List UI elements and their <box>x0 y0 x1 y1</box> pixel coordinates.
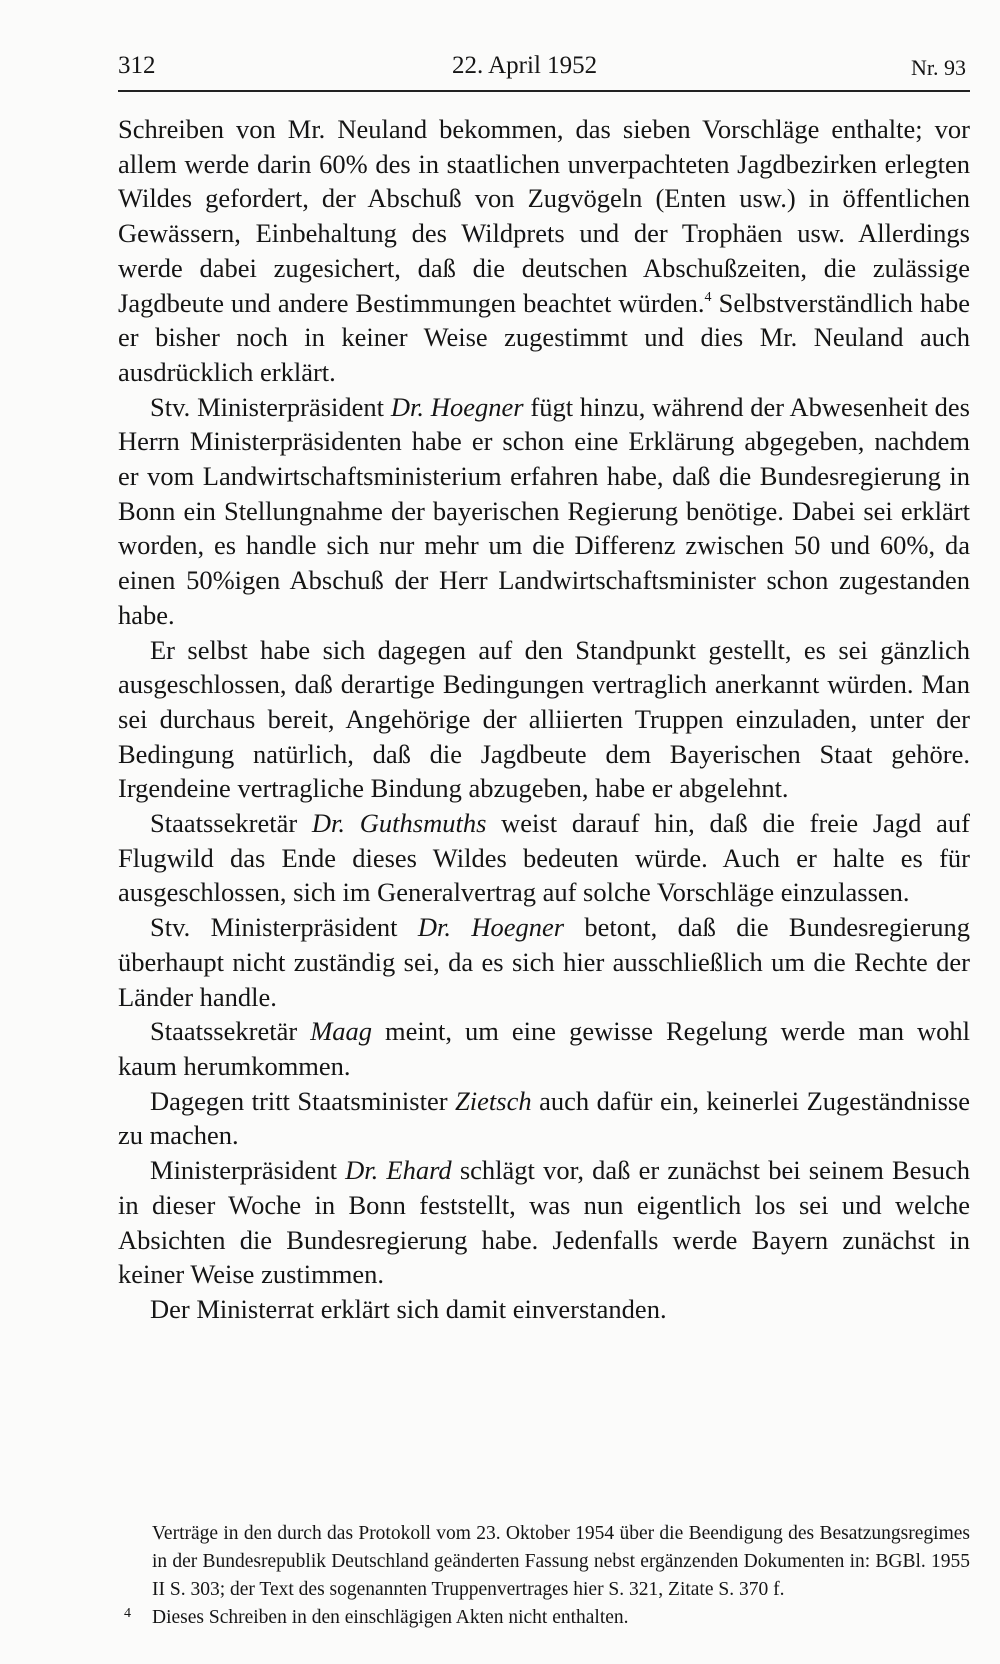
paragraph <box>118 806 970 910</box>
paragraph <box>118 910 970 1014</box>
footnote-text: Dieses Schreiben in den einschlägigen Akten nicht enthalten. <box>152 1607 629 1628</box>
paragraph-text: fügt hinzu, während der Abwesenheit des Herrn Ministerpräsidenten habe er schon eine Erklärung abgegeben, nachdem er vom Landwirtschaftsministerium erfahren habe, daß die Bundesregierung in Bonn ein Stellungnahme der bayerischen Regierung benötige. Dabei sei erklärt worden, es handle sich nur mehr um die Differenz zwischen 50 und 60%, da einen 50%igen Abschuß der Herr Landwirtschaftsminister schon zugestanden habe. <box>118 391 970 630</box>
paragraph-text: Staatssekretär <box>150 808 312 839</box>
speaker-name: Maag <box>310 1016 373 1047</box>
page-number: 312 <box>118 52 156 79</box>
page-header <box>118 46 970 92</box>
paragraph-text: Schreiben von Mr. Neuland bekommen, das sieben Vorschläge enthalte; vor allem werde darin 60% des in staatlichen unverpachteten Jagdbezirken erlegten Wildes gefordert, der Abschuß von Zugvögeln (Enten usw.) in öffentlichen Gewässern, Einbehaltung des Wildprets und der Trophäen usw. Allerdings werde dabei zugesichert, daß die deutschen Abschußzeiten, die zulässige Jagdbeute und andere Bestimmungen beachtet würden. <box>118 114 970 318</box>
document-number: Nr. 93 <box>911 55 966 80</box>
speaker-name: Zietsch <box>455 1085 532 1116</box>
paragraph-text: betont, daß die Bundesregierung überhaupt nicht zuständig sei, da es sich hier ausschließlich um die Rechte der Länder handle. <box>118 912 970 1012</box>
paragraph-text: schlägt vor, daß er zunächst bei seinem Besuch in dieser Woche in Bonn feststellt, was nun eigentlich los sei und welche Absichten die Bundesregierung habe. Jedenfalls werde Bayern zunächst in keiner Weise zustimmen. <box>118 1155 970 1290</box>
speaker-name: Dr. Hoegner <box>390 391 524 422</box>
main-text <box>118 112 970 1327</box>
speaker-name: Dr. Ehard <box>345 1155 452 1186</box>
footnotes <box>118 1520 970 1632</box>
paragraph <box>118 1153 970 1292</box>
paragraph-text: Stv. Ministerpräsident <box>150 391 391 422</box>
paragraph <box>118 112 970 390</box>
footnote <box>124 1604 970 1632</box>
paragraph <box>118 1014 970 1083</box>
footnote-reference: 4 <box>704 289 712 305</box>
footnote-number: 4 <box>124 1606 131 1621</box>
speaker-name: Dr. Guthsmuths <box>311 808 487 839</box>
paragraph-text: auch dafür ein, keinerlei Zugeständnisse zu machen. <box>118 1085 970 1151</box>
paragraph-text: Stv. Ministerpräsident <box>150 912 418 943</box>
footnote-continuation: Verträge in den durch das Protokoll vom 23. Oktober 1954 über die Beendigung des Besatzungsregimes in der Bundesrepublik Deutschland geänderten Fassung nebst ergänzenden Dokumenten in: BGBl. 1955 II S. 303; der Text des sogenannten Truppenvertrages hier S. 321, Zitate S. 370 f. <box>152 1523 970 1600</box>
paragraph <box>118 1084 970 1153</box>
paragraph-text: Staatssekretär <box>150 1016 311 1047</box>
paragraph-text: Selbstverständlich habe er bisher noch in keiner Weise zugestimmt und dies Mr. Neuland auch ausdrücklich erklärt. <box>118 287 971 387</box>
paragraph-text: meint, um eine gewisse Regelung werde man wohl kaum herumkommen. <box>118 1016 970 1081</box>
paragraph-text: Dagegen tritt Staatsminister <box>150 1085 456 1116</box>
speaker-name: Dr. Hoegner <box>417 912 565 943</box>
paragraph-text: Ministerpräsident <box>150 1155 346 1186</box>
paragraph <box>118 390 970 633</box>
paragraph: Er selbst habe sich dagegen auf den Standpunkt gestellt, es sei gänzlich ausgeschlossen, daß derartige Bedingungen vertraglich anerkannt würden. Man sei durchaus bereit, Angehörige der alliierten Truppen einzuladen, unter der Bedingung natürlich, daß die Jagdbeute dem Bayerischen Staat gehöre. Irgendeine vertragliche Bindung abzugeben, habe er abgelehnt. <box>118 634 970 804</box>
header-date: 22. April 1952 <box>452 52 598 79</box>
paragraph: Der Ministerrat erklärt sich damit einverstanden. <box>150 1293 667 1324</box>
paragraph-text: weist darauf hin, daß die freie Jagd auf Flugwild das Ende dieses Wildes bedeuten würde. Auch er halte es für ausgeschlossen, sich im Generalvertrag auf solche Vorschläge einzulassen. <box>118 808 971 908</box>
